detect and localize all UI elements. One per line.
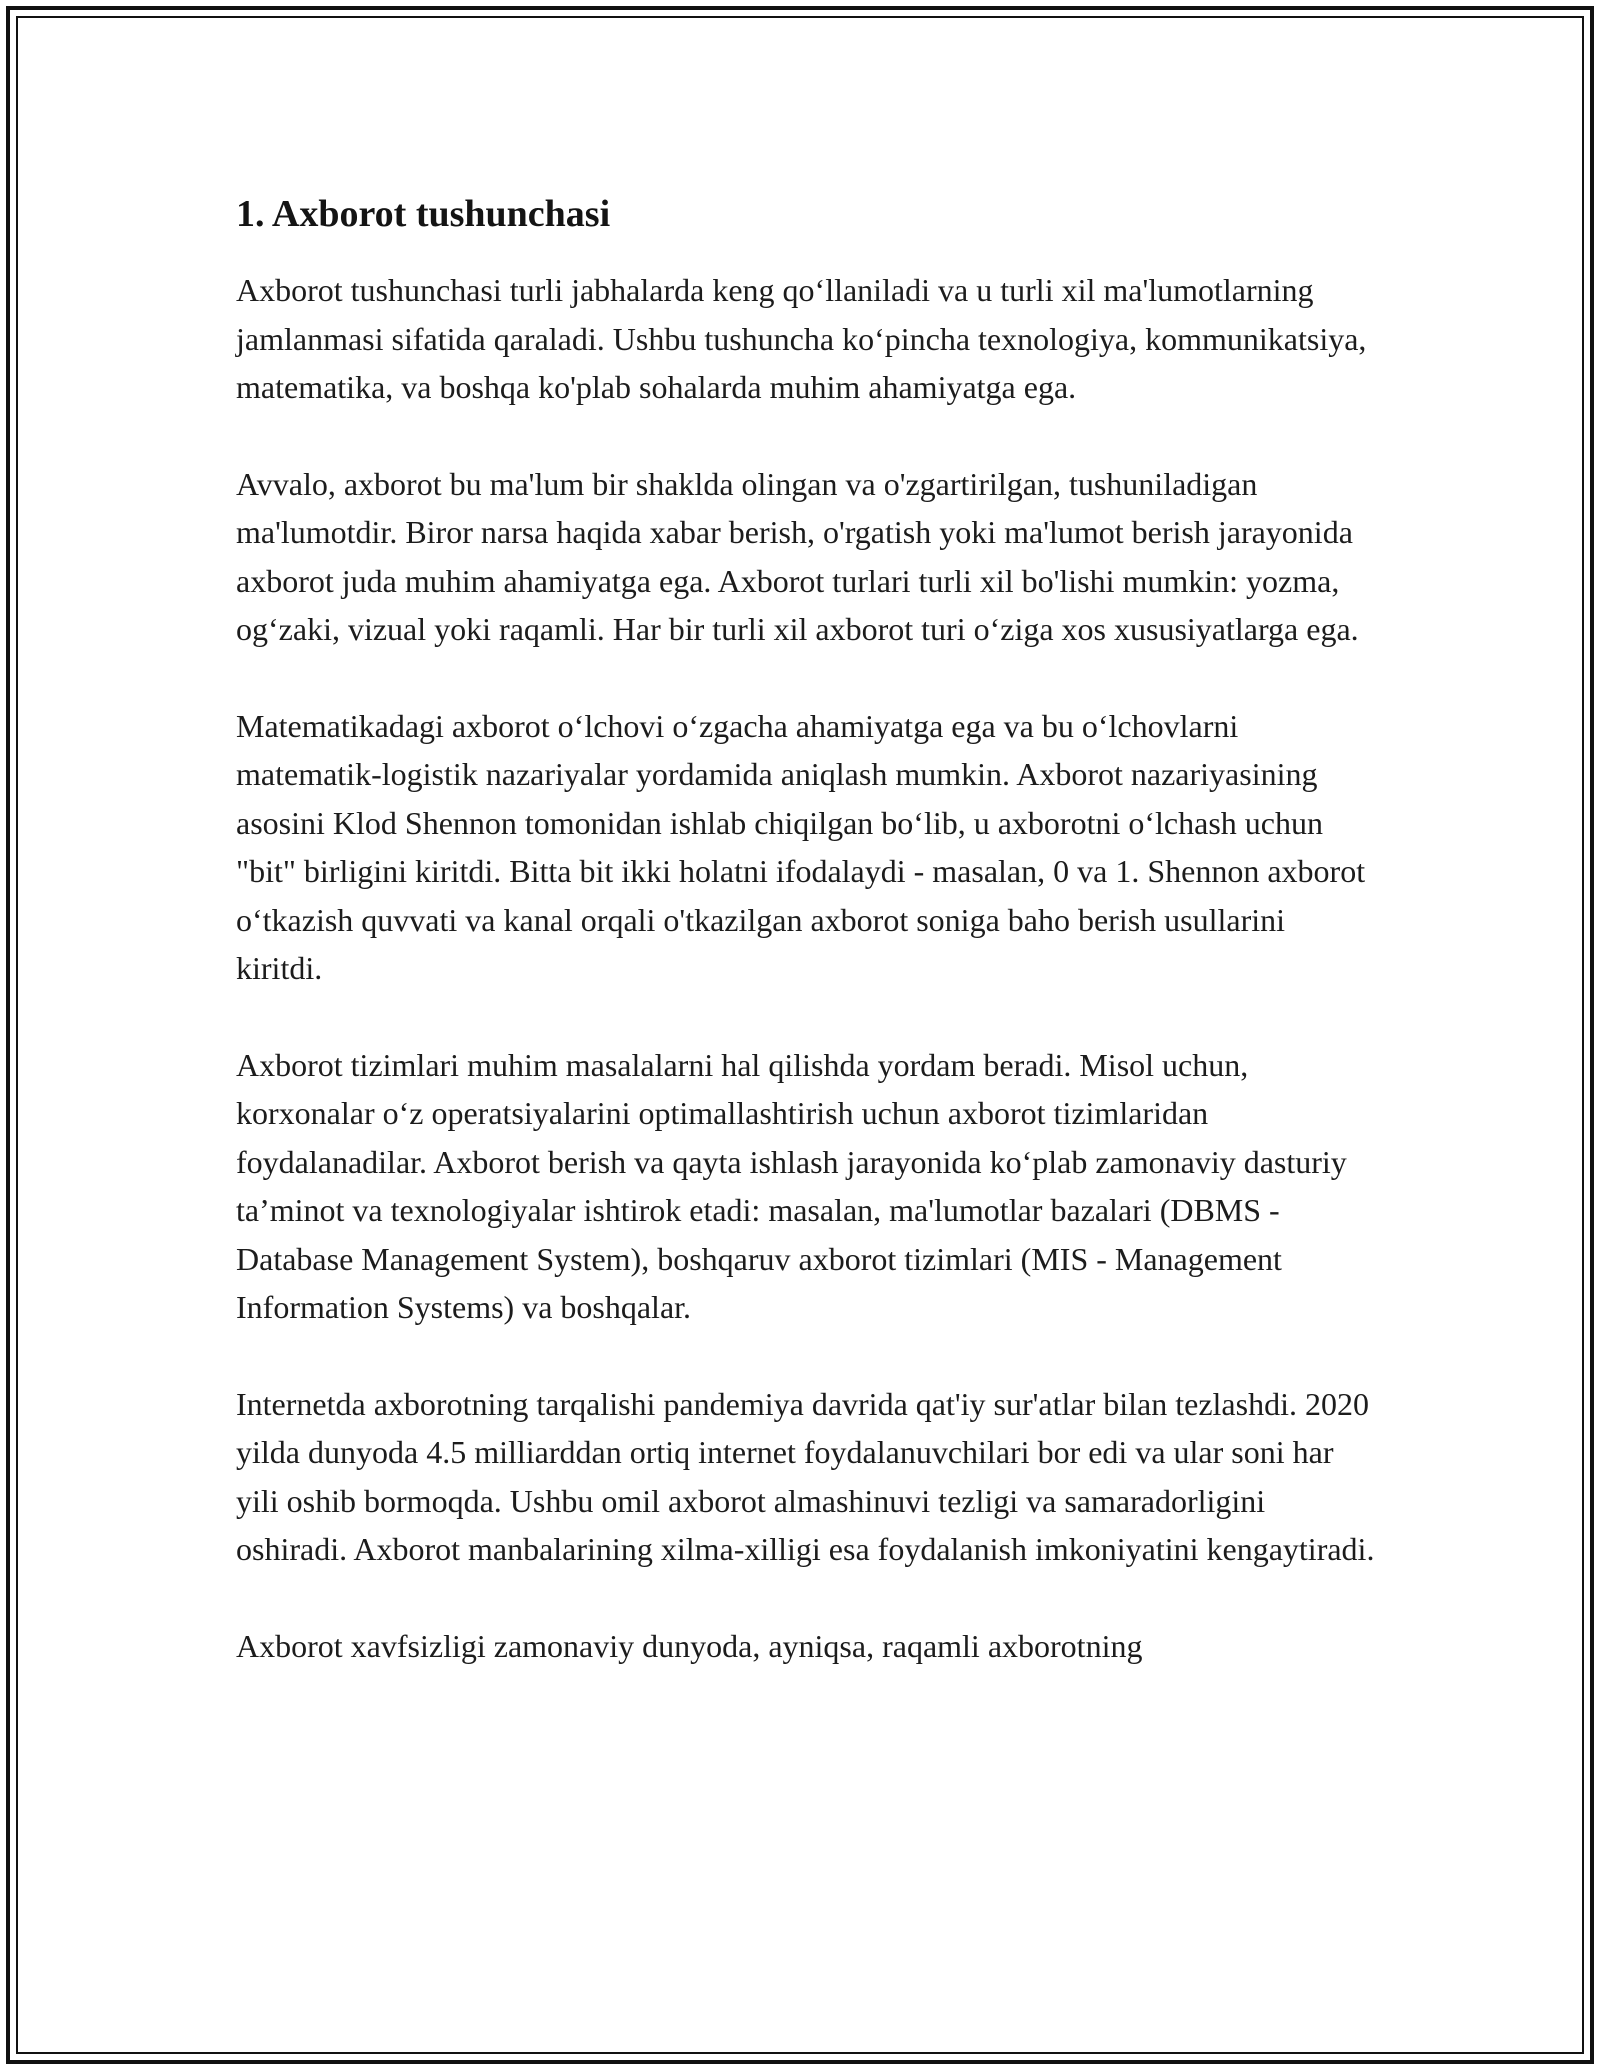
document-body — [236, 186, 1376, 1718]
paragraph-4: Axborot tizimlari muhim masalalarni hal qilishda yordam beradi. Misol uchun, korxonalar o‘z operatsiyalarini optimallashtirish uchun axborot tizimlaridan foydalanadilar. Axborot berish va qayta ishlash jarayonida ko‘plab zamonaviy dasturiy ta’minot va texnologiyalar ishtirok etadi: masalan, ma'lumotlar bazalari (DBMS - Database Management System), boshqaruv axborot tizimlari (MIS - Management Information Systems) va boshqalar. — [236, 1046, 1347, 1325]
paragraph-3: Matematikadagi axborot o‘lchovi o‘zgacha ahamiyatga ega va bu o‘lchovlarni matematik-logistik nazariyalar yordamida aniqlash mumkin. Axborot nazariyasining asosini Klod Shennon tomonidan ishlab chiqilgan bo‘lib, u axborotni o‘lchash uchun "bit" birligini kiritdi. Bitta bit ikki holatni ifodalaydi - masalan, 0 va 1. Shennon axborot o‘tkazish quvvati va kanal orqali o'tkazilgan axborot soniga baho berish usullarini kiritdi. — [236, 707, 1366, 986]
paragraph-1: Axborot tushunchasi turli jabhalarda keng qo‘llaniladi va u turli xil ma'lumotlarning jamlanmasi sifatida qaraladi. Ushbu tushuncha ko‘pincha texnologiya, kommunikatsiya, matematika, va boshqa ko'plab sohalarda muhim ahamiyatga ega. — [236, 272, 1367, 405]
section-heading: 1. Axborot tushunchasi — [236, 193, 611, 235]
paragraph-2: Avvalo, axborot bu ma'lum bir shaklda olingan va o'zgartirilgan, tushuniladigan ma'lumotdir. Biror narsa haqida xabar berish, o'rgatish yoki ma'lumot berish jarayonida axborot juda muhim ahamiyatga ega. Axborot turlari turli xil bo'lishi mumkin: yozma, og‘zaki, vizual yoki raqamli. Har bir turli xil axborot turi o‘ziga xos xususiyatlarga ega. — [236, 465, 1359, 647]
paragraph-6: Axborot xavfsizligi zamonaviy dunyoda, ayniqsa, raqamli axborotning — [236, 1627, 1143, 1664]
paragraph-5: Internetda axborotning tarqalishi pandemiya davrida qat'iy sur'atlar bilan tezlashdi. 2020 yilda dunyoda 4.5 milliarddan ortiq internet foydalanuvchilari bor edi va ular soni har yili oshib bormoqda. Ushbu omil axborot almashinuvi tezligi va samaradorligini oshiradi. Axborot manbalarining xilma-xilligi esa foydalanish imkoniyatini kengaytiradi. — [236, 1385, 1375, 1567]
